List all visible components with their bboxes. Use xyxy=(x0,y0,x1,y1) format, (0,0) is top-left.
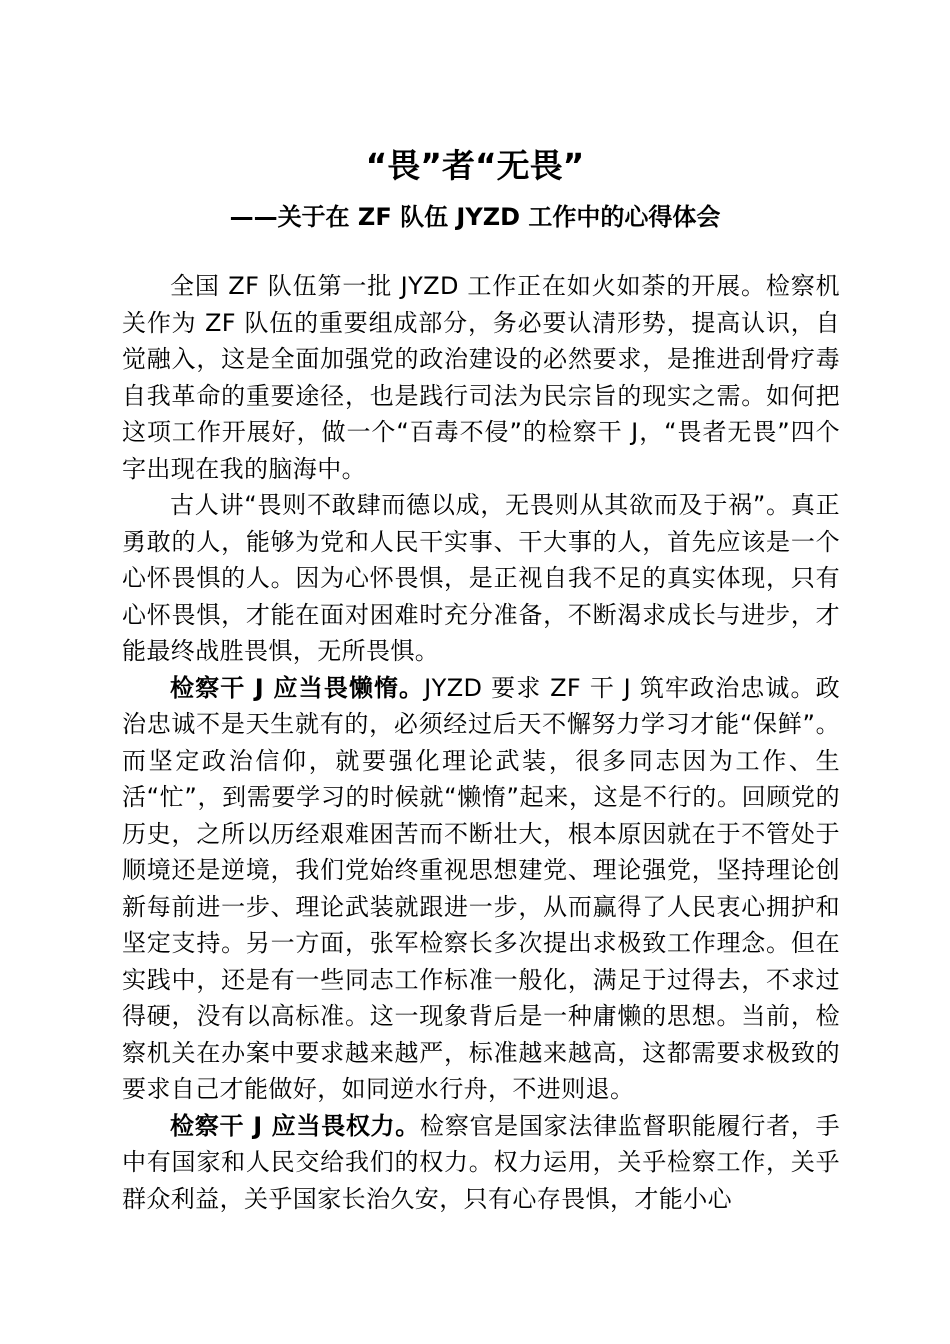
document-title: “畏”者“无畏” xyxy=(365,146,585,185)
paragraph-text: 古人讲“畏则不敢肆而德以成，无畏则从其欲而及于祸”。真正勇敢的人，能够为党和人民干实事、干大事的人，首先应该是一个心怀畏惧的人。因为心怀畏惧，是正视自我不足的真实体现，只有心怀畏惧，才能在面对困难时充分准备，不断渴求成长与进步，才能最终战胜畏惧，无所畏惧。 xyxy=(122,491,840,665)
paragraph-lead: 检察干 J 应当畏懒惰。 xyxy=(170,673,425,702)
paragraph-text: JYZD 要求 ZF 干 J 筑牢政治忠诚。政治忠诚不是天生就有的，必须经过后天不懈努力学习才能“保鲜”。而坚定政治信仰，就要强化理论武装，很多同志因为工作、生活“忙”，到需要学习的时候就“懒惰”起来，这是不行的。回顾党的历史，之所以历经艰难困苦而不断壮大，根本原因就在于不管处于顺境还是逆境，我们党始终重视思想建党、理论强党，坚持理论创新每前进一步、理论武装就跟进一步，从而赢得了人民衷心拥护和坚定支持。另一方面，张军检察长多次提出求极致工作理念。但在实践中，还是有一些同志工作标准一般化，满足于过得去，不求过得硬，没有以高标准。这一现象背后是一种庸懒的思想。当前，检察机关在办案中要求越来越严，标准越来越高，这都需要求极致的要求自己才能做好，如同逆水行舟，不进则退。 xyxy=(122,673,840,1103)
paragraph-2 xyxy=(122,487,840,670)
paragraph-text: 检察官是国家法律监督职能履行者，手中有国家和人民交给我们的权力。权力运用，关乎检察工作，关乎群众利益，关乎国家长治久安，只有心存畏惧，才能小心 xyxy=(122,1111,840,1213)
paragraph-1 xyxy=(122,268,840,487)
paragraph-text: 全国 ZF 队伍第一批 JYZD 工作正在如火如荼的开展。检察机关作为 ZF 队伍的重要组成部分，务必要认清形势，提高认识，自觉融入，这是全面加强党的政治建设的必然要求，是推进刮骨疗毒自我革命的重要途径，也是践行司法为民宗旨的现实之需。如何把这项工作开展好，做一个“百毒不侵”的检察干 J，“畏者无畏”四个字出现在我的脑海中。 xyxy=(122,272,840,483)
paragraph-4 xyxy=(122,1108,840,1218)
paragraph-lead: 检察干 J 应当畏权力。 xyxy=(170,1111,420,1140)
document-body xyxy=(122,268,840,1217)
paragraph-3 xyxy=(122,670,840,1108)
document-subtitle: ——关于在 ZF 队伍 JYZD 工作中的心得体会 xyxy=(229,203,721,231)
